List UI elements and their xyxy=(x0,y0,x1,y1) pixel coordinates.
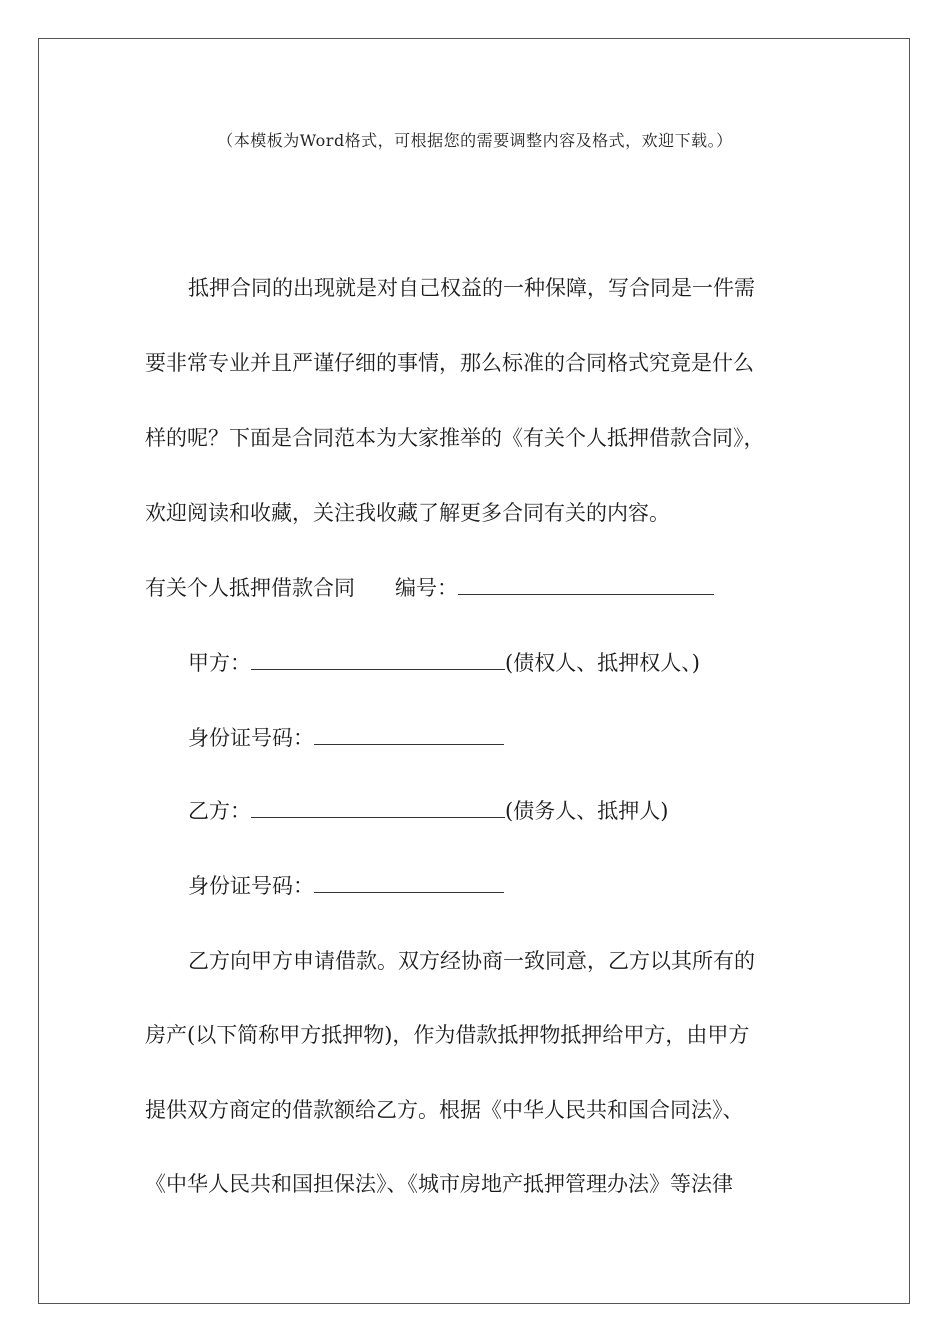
party-b-row xyxy=(188,797,668,825)
intro-line-4: 欢迎阅读和收藏，关注我收藏了解更多合同有关的内容。 xyxy=(145,501,670,525)
number-label: 编号： xyxy=(395,576,458,600)
party-a-row xyxy=(188,649,700,677)
id-label-b: 身份证号码： xyxy=(188,874,314,898)
body-line-3: 提供双方商定的借款额给乙方。根据《中华人民共和国合同法》、 xyxy=(145,1098,744,1122)
id-label-a: 身份证号码： xyxy=(188,726,314,750)
party-b-label: 乙方： xyxy=(188,799,251,823)
body-line-4: 《中华人民共和国担保法》、《城市房地产抵押管理办法》等法律 xyxy=(145,1172,733,1196)
intro-line-2: 要非常专业并且严谨仔细的事情，那么标准的合同格式究竟是什么 xyxy=(145,351,754,375)
body-line-1: 乙方向甲方申请借款。双方经协商一致同意，乙方以其所有的 xyxy=(188,949,755,973)
intro-line-3: 样的呢？下面是合同范本为大家推举的《有关个人抵押借款合同》， xyxy=(145,426,765,450)
intro-line-1: 抵押合同的出现就是对自己权益的一种保障，写合同是一件需 xyxy=(188,276,755,300)
party-a-id-row xyxy=(188,724,504,752)
party-b-blank[interactable] xyxy=(251,797,505,818)
party-a-role: (债权人、抵押权人、) xyxy=(505,651,700,675)
contract-header xyxy=(145,574,714,602)
number-blank[interactable] xyxy=(458,574,714,595)
party-a-blank[interactable] xyxy=(251,649,505,670)
party-b-id-blank[interactable] xyxy=(314,872,504,893)
party-a-id-blank[interactable] xyxy=(314,724,504,745)
party-b-id-row xyxy=(188,872,504,900)
body-line-2: 房产(以下简称甲方抵押物)，作为借款抵押物抵押给甲方，由甲方 xyxy=(145,1023,750,1047)
template-note: （本模板为Word格式，可根据您的需要调整内容及格式，欢迎下载。） xyxy=(217,131,733,150)
contract-title: 有关个人抵押借款合同 xyxy=(145,576,355,600)
party-a-label: 甲方： xyxy=(188,651,251,675)
party-b-role: (债务人、抵押人) xyxy=(505,799,669,823)
